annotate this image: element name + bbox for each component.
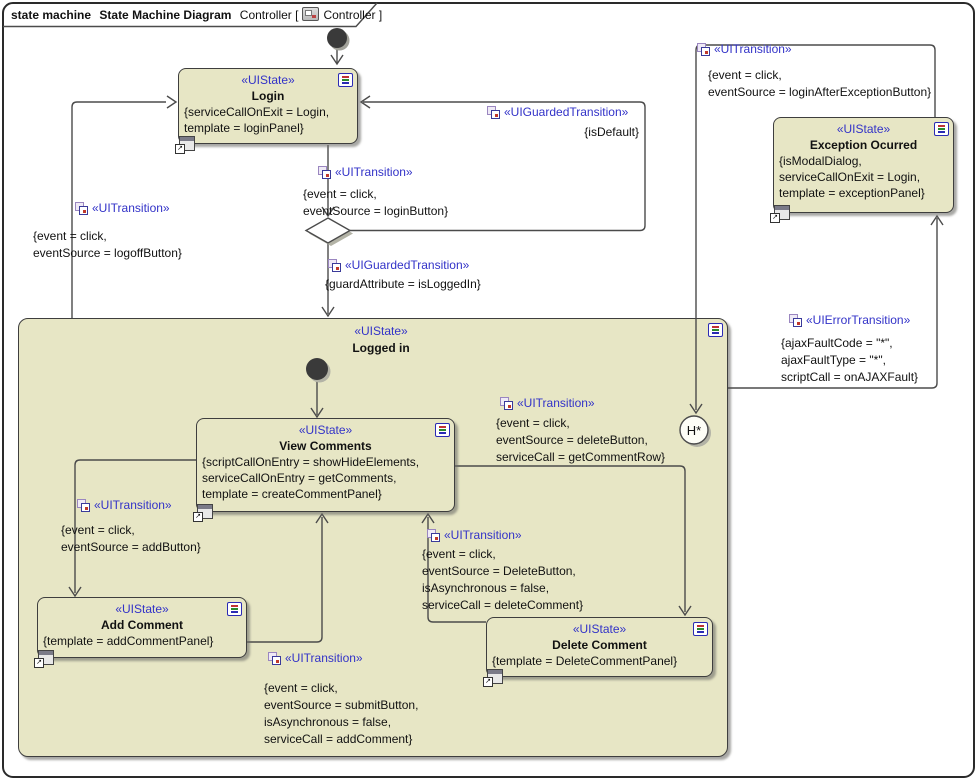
state-property: {isModalDialog, <box>779 154 862 168</box>
state-property: template = createCommentPanel} <box>202 487 382 501</box>
state-delete-comment[interactable] <box>485 617 713 685</box>
transition-stereotype: «UITransition» <box>714 42 792 56</box>
transition-label-submit[interactable] <box>264 651 418 748</box>
transition-property: {event = click, <box>61 523 135 537</box>
transition-icon <box>427 529 440 542</box>
transition-property: serviceCall = deleteComment} <box>422 598 584 612</box>
transition-stereotype: «UITransition» <box>94 498 172 512</box>
transition-property: eventSource = DeleteButton, <box>422 564 576 578</box>
diagram-context-post: Controller ] <box>323 8 383 22</box>
transition-stereotype: «UITransition» <box>285 651 363 665</box>
state-stereotype: «UIState» <box>836 122 891 136</box>
transition-property: {event = click, <box>496 416 570 430</box>
transition-property: scriptCall = onAJAXFault} <box>781 370 919 384</box>
state-property: serviceCallOnEntry = getComments, <box>202 471 397 485</box>
transition-icon <box>77 499 90 512</box>
transition-property: serviceCall = addComment} <box>264 732 413 746</box>
state-login[interactable] <box>177 68 358 152</box>
transition-property: eventSource = deleteButton, <box>496 433 648 447</box>
state-property: template = loginPanel} <box>184 121 304 135</box>
state-property: {template = addCommentPanel} <box>43 634 214 648</box>
transition-icon <box>318 166 331 179</box>
transition-property: {guardAttribute = isLoggedIn} <box>325 277 481 291</box>
state-name: Delete Comment <box>552 638 647 652</box>
transition-label-error[interactable] <box>781 313 918 386</box>
state-name: View Comments <box>279 439 372 453</box>
transition-icon <box>75 202 88 215</box>
transition-property: eventSource = loginAfterExceptionButton} <box>708 85 932 99</box>
state-property: {serviceCallOnExit = Login, <box>184 105 330 119</box>
arrowhead <box>167 96 176 108</box>
state-content-list-icon[interactable] <box>227 602 242 616</box>
transition-property: {event = click, <box>422 547 496 561</box>
transition-icon <box>487 106 500 119</box>
transition-label-delete-comment[interactable] <box>422 528 583 614</box>
transition-property: {event = click, <box>264 681 338 695</box>
state-property: {scriptCallOnEntry = showHideElements, <box>202 455 420 469</box>
state-name: Exception Ocurred <box>809 138 918 152</box>
state-exception-ocurred[interactable] <box>772 117 954 221</box>
transition-property: eventSource = logoffButton} <box>33 246 182 260</box>
choice-pseudostate[interactable] <box>306 218 350 243</box>
transition-property: ajaxFaultType = "*", <box>781 353 886 367</box>
state-name: Login <box>251 89 285 103</box>
transition-stereotype: «UITransition» <box>92 201 170 215</box>
transition-property: isAsynchronous = false, <box>422 581 550 595</box>
transition-label-login-button[interactable] <box>303 165 448 220</box>
state-name: Logged in <box>352 341 410 355</box>
transition-icon <box>789 314 802 327</box>
diagram-title <box>11 7 382 22</box>
initial-pseudostate-inner[interactable] <box>306 358 328 380</box>
window-shortcut-icon[interactable]: ↗ <box>34 650 54 668</box>
transition-stereotype: «UIGuardedTransition» <box>345 258 470 272</box>
transition-icon <box>697 43 710 56</box>
transition-property: serviceCall = getCommentRow} <box>496 450 666 464</box>
state-stereotype: «UIState» <box>354 324 408 338</box>
state-add-comment[interactable] <box>36 597 247 666</box>
transition-property: {event = click, <box>708 68 782 82</box>
transition-label-add-button[interactable] <box>61 498 201 556</box>
state-property: {template = DeleteCommentPanel} <box>492 654 678 668</box>
state-stereotype: «UIState» <box>298 423 353 437</box>
state-content-list-icon[interactable] <box>338 73 353 87</box>
transition-stereotype: «UITransition» <box>335 165 413 179</box>
transition-submit[interactable] <box>246 517 322 642</box>
state-content-list-icon[interactable] <box>435 423 450 437</box>
state-stereotype: «UIState» <box>572 622 627 636</box>
transition-property: {ajaxFaultCode = "*", <box>781 336 893 350</box>
transition-property: {event = click, <box>303 187 377 201</box>
window-shortcut-icon[interactable]: ↗ <box>483 669 503 687</box>
state-stereotype: «UIState» <box>241 73 295 87</box>
transition-property: isAsynchronous = false, <box>264 715 392 729</box>
window-shortcut-icon[interactable]: ↗ <box>770 205 790 223</box>
transition-stereotype: «UIGuardedTransition» <box>504 105 629 119</box>
diagram-name-label: State Machine Diagram <box>99 8 232 22</box>
transition-property: eventSource = loginButton} <box>303 204 449 218</box>
transition-label-delete-row[interactable] <box>496 396 665 466</box>
state-view-comments[interactable] <box>195 418 455 520</box>
state-content-list-icon[interactable] <box>934 122 949 136</box>
transition-label-login-after-exception[interactable] <box>697 42 931 101</box>
state-content-list-icon[interactable] <box>693 622 708 636</box>
transition-icon <box>268 652 281 665</box>
transition-stereotype: «UITransition» <box>444 528 522 542</box>
diagram-kind-label: state machine <box>11 8 92 22</box>
state-property: template = exceptionPanel} <box>779 186 925 200</box>
state-stereotype: «UIState» <box>115 602 169 616</box>
transition-label-is-default[interactable] <box>487 105 639 141</box>
transition-icon <box>500 397 513 410</box>
transition-property: {event = click, <box>33 229 107 243</box>
state-property: serviceCallOnExit = Login, <box>779 170 921 184</box>
deep-history-label: H* <box>686 423 702 438</box>
state-machine-diagram-icon <box>302 7 319 21</box>
transition-property: {isDefault} <box>584 125 639 139</box>
transition-label-logoff[interactable] <box>33 201 182 262</box>
window-shortcut-icon[interactable]: ↗ <box>175 136 195 154</box>
window-shortcut-icon[interactable]: ↗ <box>193 504 213 522</box>
transition-label-guard-logged-in[interactable] <box>325 258 481 293</box>
transition-property: eventSource = submitButton, <box>264 698 419 712</box>
transition-property: eventSource = addButton} <box>61 540 201 554</box>
initial-pseudostate[interactable] <box>327 28 347 48</box>
transition-stereotype: «UIErrorTransition» <box>806 313 911 327</box>
state-name: Add Comment <box>101 618 183 632</box>
transition-stereotype: «UITransition» <box>517 396 595 410</box>
diagram-context-pre: Controller [ <box>239 8 299 22</box>
transition-icon <box>328 259 341 272</box>
